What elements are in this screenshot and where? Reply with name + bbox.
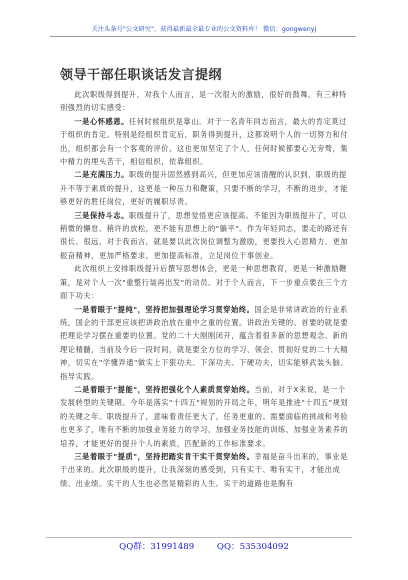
effort-paragraph: [60, 303, 352, 383]
point-text: 任何时候组织是靠山。对于一名青年同志而言，最大的肯定莫过于组织的肯定。特别是经组织肯定后，职务得到提升，这都说明个人的一切努力和付出，组织都会有一个客观的评价。这也更加坚定了个人，任何时候都要心无旁骛，集中精力的埋头苦干，相信组织，依靠组织。: [60, 116, 349, 167]
document-title: 领导干部任职谈话发言提纲: [60, 68, 223, 83]
effort-paragraph: [60, 383, 352, 450]
qq-contact: QQ：535304092: [216, 542, 289, 552]
header-divider: [50, 36, 356, 37]
point-heading: 一是心怀感恩。: [74, 116, 129, 126]
effort-text: 幸福是奋斗出来的，事业是干出来的。此次职级的提升，让我深刻的感受到，只有实干、唯有实干，才能出成绩、出业绩。实干的人生也必然是精彩的人生。实干的道路也是胸有: [60, 451, 348, 488]
point-heading: 三是保持斗志。: [74, 210, 129, 220]
effort-heading: 二是着眼于"提能"，坚持把强化个人素质贯穿始终。: [74, 384, 255, 394]
footer-divider: [46, 537, 352, 538]
point-paragraph: [60, 209, 352, 263]
point-paragraph: [60, 168, 352, 208]
point-paragraph: [60, 115, 352, 169]
effort-text: 国企是非常讲政治的行业系统，国企的干部更应该把讲政治放在重中之重的位置。讲政治关键的、首要的就是要把理论学习摆在重要的位置。党的二十大刚刚闭开，蕴含着很多新的思想观念、新的理论精髓，当前及今后一段时间，就是要全方位的学习、领会、贯彻好党的二十大精神，切实在"学懂弄通"做实上下狠功夫、下深功夫、下硬功夫，切实能够武装头脑、指导实践。: [60, 304, 349, 381]
intro-paragraph: 此次职级得到提升，对我个人而言，是一次很大的激励，很好的鼓舞。有三种特别强烈的切实感受：: [60, 90, 347, 113]
qq-group-contact: QQ群：31991489: [119, 542, 195, 552]
footer-contacts: [0, 540, 408, 552]
transition-paragraph: 此次组织上安排职级提升后撰写思想体会，更是一种思想教育，更是一种激励鞭策，是对个人一次"重整行装再出发"的动员。对于个人而言，下一步重点要在三个方面下功夫：: [60, 264, 349, 301]
effort-heading: 一是着眼于"提纯"，坚持把加强理论学习贯穿始终。: [74, 304, 255, 314]
header-banner: 关注头条号"公文研究"，获得最新最全最专业的公文资料库！ 微信：gongwenyj: [91, 26, 317, 33]
point-heading: 二是充满压力。: [74, 170, 129, 180]
effort-paragraph: [60, 450, 352, 490]
point-text: 职级的提升固然感到高兴，但更加应该清醒的认识到，职级的提升不等于素质的提升，这更是一种压力和鞭策，只要不断的学习，不断的进步，才能够更好的胜任岗位，更好的履职尽责。: [60, 170, 349, 207]
effort-heading: 三是着眼于"提质"，坚持把踏实肯干实干贯穿始终。: [74, 451, 255, 461]
effort-text: 当前，对于X来说，是一个发展转型的关键期。今年是落实"十四五"规划的开局之年，明年是推进"十四五"规划的关键之年。职级提升了，意味着责任更大了，任务更重的。需要面临的挑战和考验也更多了，唯有不断的加强业务能力的学习，加强业务技能的训练、加强业务素养的培养，才能更好的提升个人的素质，匹配新的工作标准要求。: [60, 384, 349, 448]
point-text: 职级提升了，思想觉悟更应该提高。不能因为职级提升了，可以稍微的懈怠、稍许的放松，更不能有思想上的"躺平"。作为年轻同志，要走的路还有很长、很远，对于我而言，就是要以此次岗位调整为激励，更要投入心思精力、更加振奋精神，更加严格要求，更加提高标准，立足岗位干事创业。: [60, 210, 349, 260]
document-body: [60, 88, 352, 490]
